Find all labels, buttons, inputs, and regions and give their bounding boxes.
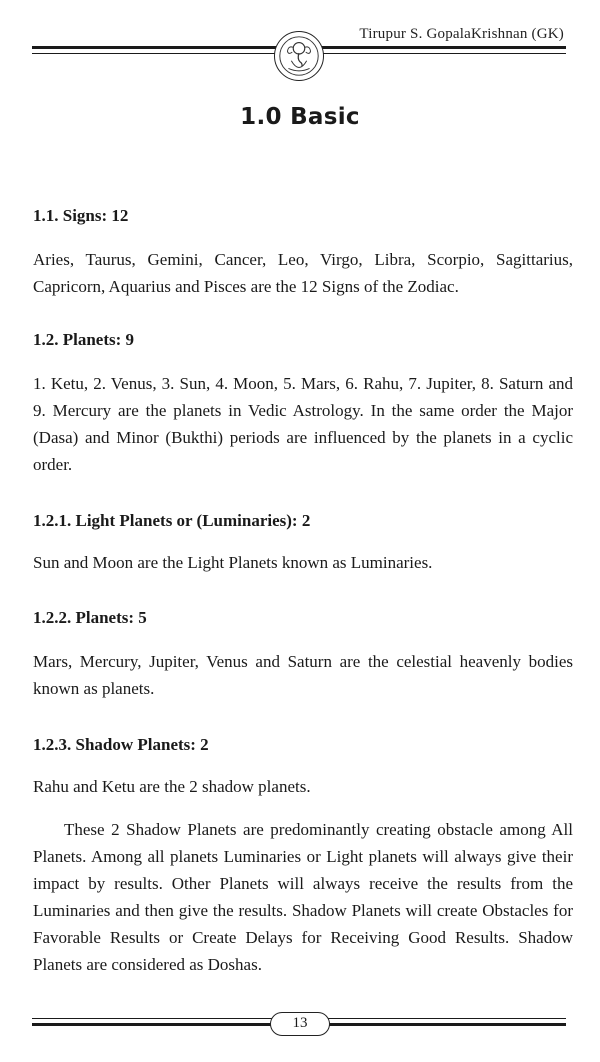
running-header-author: Tirupur S. GopalaKrishnan (GK): [359, 26, 564, 42]
section-heading-shadow-planets: 1.2.3. Shadow Planets: 2: [33, 735, 209, 754]
section-body-signs: Aries, Taurus, Gemini, Cancer, Leo, Virgo, Libra, Scorpio, Sagittarius, Capricorn, Aquarius and Pisces are the 12 Signs of the Zodiac.: [33, 250, 573, 296]
ganesha-emblem-icon: [274, 31, 324, 81]
section-heading-signs: 1.1. Signs: 12: [33, 206, 129, 225]
section-body-planets: 1. Ketu, 2. Venus, 3. Sun, 4. Moon, 5. Mars, 6. Rahu, 7. Jupiter, 8. Saturn and 9. Mercury are the planets in Vedic Astrology. In the same order the Major (Dasa) and Minor (Bukthi) periods are influenced by the planets in a cyclic order.: [33, 374, 573, 474]
section-body-light-planets: Sun and Moon are the Light Planets known as Luminaries.: [33, 553, 433, 572]
section-heading-planets-5: 1.2.2. Planets: 5: [33, 608, 147, 627]
chapter-title: 1.0 Basic: [240, 104, 360, 130]
page-number: 13: [270, 1012, 330, 1036]
section-body-shadow-planets: Rahu and Ketu are the 2 shadow planets.: [33, 777, 311, 796]
section-heading-light-planets: 1.2.1. Light Planets or (Luminaries): 2: [33, 511, 311, 530]
section-body-shadow-planets-detail: These 2 Shadow Planets are predominantly creating obstacle among All Planets. Among all planets Luminaries or Light planets will always give their impact by results. Other Planets will always receive the results from the Luminaries and then give the results. Shadow Planets will create Obstacles for Favorable Results or Create Delays for Receiving Good Results. Shadow Planets are considered as Doshas.: [33, 820, 573, 974]
section-body-planets-5: Mars, Mercury, Jupiter, Venus and Saturn are the celestial heavenly bodies known as planets.: [33, 652, 573, 698]
section-heading-planets: 1.2. Planets: 9: [33, 330, 135, 349]
